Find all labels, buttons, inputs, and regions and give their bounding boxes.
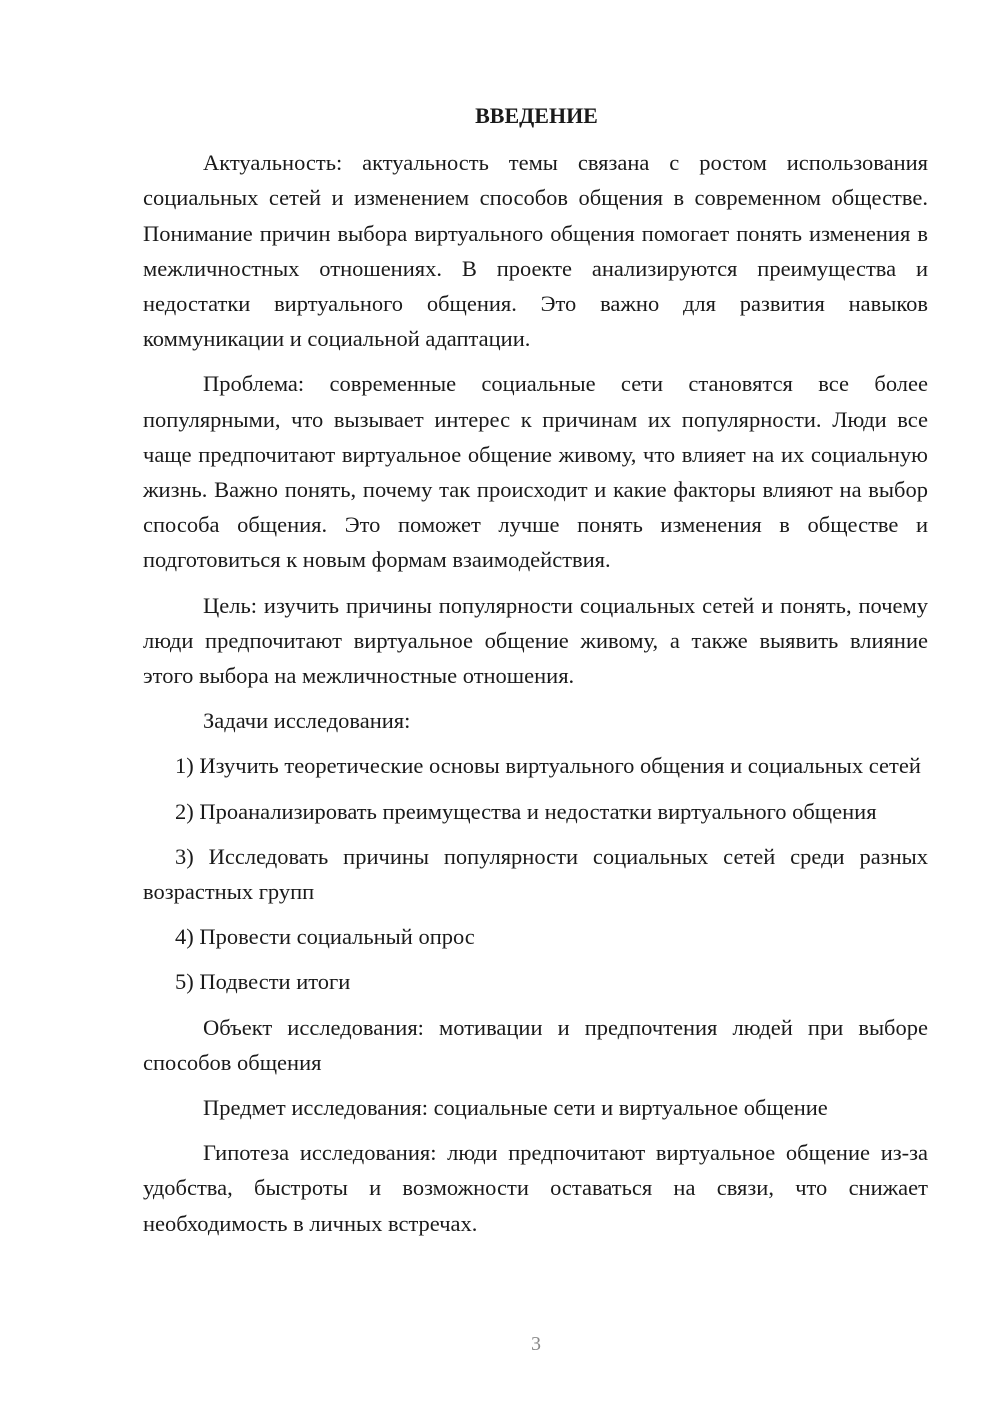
page-number: 3 bbox=[531, 1333, 541, 1355]
subject-paragraph: Предмет исследования: социальные сети и виртуальное общение bbox=[203, 1095, 828, 1121]
task-item-2: 2) Проанализировать преимущества и недостатки виртуального общения bbox=[175, 798, 877, 824]
problem-paragraph: Проблема: современные социальные сети становятся все более популярными, что вызывает интерес к причинам их популярности. Люди все чаще предпочитают виртуальное общение живому, что влияет на их социальную жизнь. Важно понять, почему так происходит и какие факторы влияют на выбор способа общения. Это поможет лучше понять изменения в обществе и подготовиться к новым формам взаимодействия. bbox=[143, 371, 928, 573]
relevance-paragraph: Актуальность: актуальность темы связана с ростом использования социальных сетей и изменением способов общения в современном обществе. Понимание причин выбора виртуального общения помогает понять изменения в межличностных отношениях. В проекте анализируются преимущества и недостатки виртуального общения. Это важно для развития навыков коммуникации и социальной адаптации. bbox=[143, 150, 928, 352]
goal-paragraph: Цель: изучить причины популярности социальных сетей и понять, почему люди предпочитают виртуальное общение живому, а также выявить влияние этого выбора на межличностные отношения. bbox=[143, 592, 928, 689]
task-item-5: 5) Подвести итоги bbox=[175, 969, 351, 995]
task-item-1: 1) Изучить теоретические основы виртуального общения и социальных сетей bbox=[175, 753, 921, 779]
tasks-intro: Задачи исследования: bbox=[203, 708, 411, 734]
page-content bbox=[143, 98, 928, 1251]
task-item-3: 3) Исследовать причины популярности социальных сетей среди разных возрастных групп bbox=[143, 843, 928, 905]
object-paragraph: Объект исследования: мотивации и предпочтения людей при выборе способов общения bbox=[143, 1014, 928, 1075]
hypothesis-paragraph: Гипотеза исследования: люди предпочитают виртуальное общение из-за удобства, быстроты и возможности оставаться на связи, что снижает необходимость в личных встречах. bbox=[143, 1140, 928, 1236]
section-heading: ВВЕДЕНИЕ bbox=[475, 103, 598, 128]
task-item-4: 4) Провести социальный опрос bbox=[175, 924, 475, 950]
